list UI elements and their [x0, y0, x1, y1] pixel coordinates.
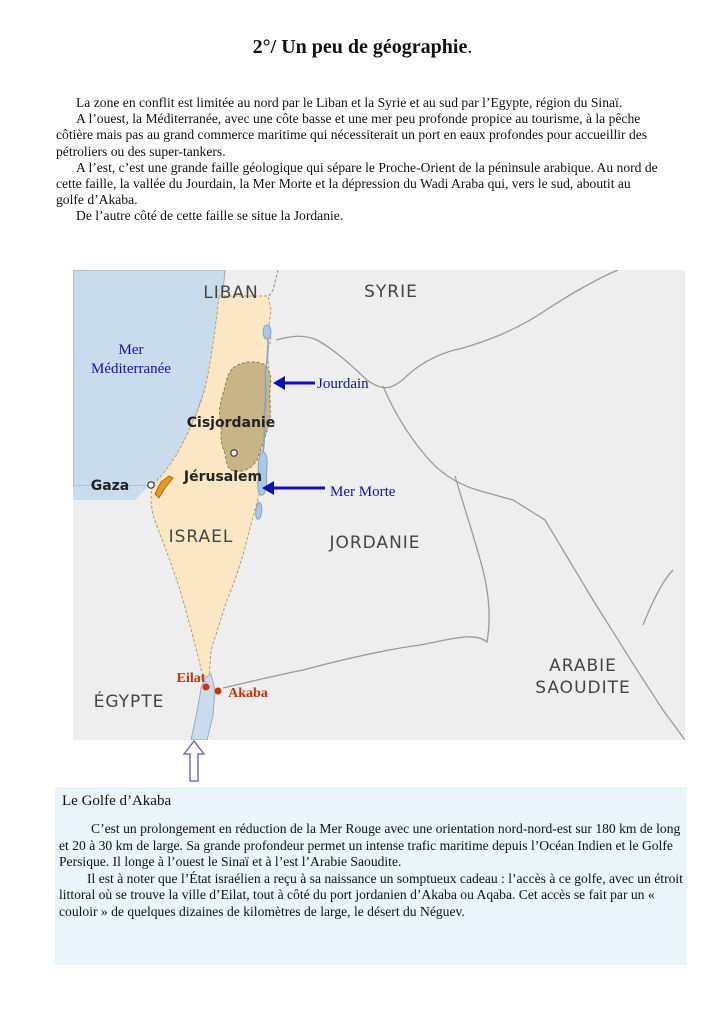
label-jordanie: JORDANIE — [329, 533, 421, 553]
akaba-info-box — [55, 787, 687, 965]
label-liban: LIBAN — [203, 283, 259, 303]
title-text: 2°/ Un peu de géographie — [252, 36, 468, 58]
intro-paragraph-3: A l’est, c’est une grande faille géologique qui sépare le Proche-Orient de la péninsule arabique. Au nord de cette faille, la vallée du Jourdain, la Mer Morte et la dépression du Wadi Araba qui, vers le sud, aboutit au golfe d’Akaba. — [56, 159, 658, 208]
up-arrow-icon — [183, 740, 205, 782]
box-body — [59, 821, 689, 920]
page-title — [0, 36, 725, 59]
jerusalem-marker — [231, 450, 237, 456]
label-arabie: ARABIE — [549, 656, 617, 676]
intro-paragraph-2: A l’ouest, la Méditerranée, avec une côte basse et une mer peu profonde propice au tourisme, à la pêche côtière mais pas au grand commerce maritime qui nécessiterait un port en eaux profondes pour accueillir des pétroliers ou des super-tankers. — [56, 111, 648, 159]
intro-paragraph-1: La zone en conflit est limitée au nord par le Liban et la Syrie et au sud par l’Egypte, région du Sinaï. — [76, 95, 623, 110]
intro-text — [56, 95, 662, 225]
box-title: Le Golfe d’Akaba — [62, 793, 172, 809]
gulf-pointer-arrow — [183, 740, 205, 786]
label-syrie: SYRIE — [364, 282, 418, 302]
map-svg — [73, 270, 685, 740]
title-period: . — [467, 36, 473, 58]
akaba-marker — [215, 688, 222, 695]
box-paragraph-2: Il est à noter que l’État israélien a reçu à sa naissance un somptueux cadeau : l’accès à ce golfe, avec un étroit littoral où se trouve la ville d’Eilat, tout à côté du port jordanien d’Akaba ou Aqaba. Cet accès se fait par un « couloir » de quelques dizaines de kilomètres de large, le désert du Néguev. — [59, 870, 683, 919]
label-gaza: Gaza — [90, 478, 130, 494]
label-saoudite: SAOUDITE — [535, 678, 631, 698]
intro-paragraph-4: De l’autre côté de cette faille se situe la Jordanie. — [76, 208, 344, 224]
label-israel: ISRAEL — [168, 527, 234, 547]
label-mer: Mer — [118, 342, 144, 358]
label-egypte: ÉGYPTE — [93, 692, 165, 712]
lake-tiberias — [263, 325, 271, 339]
map — [73, 270, 685, 740]
label-jerusalem: Jérusalem — [183, 469, 263, 485]
gaza-marker — [148, 482, 154, 488]
label-jourdain: Jourdain — [317, 376, 369, 392]
label-mediterranee: Méditerranée — [91, 361, 171, 377]
label-akaba: Akaba — [228, 686, 268, 701]
label-eilat: Eilat — [176, 671, 206, 686]
label-mer-morte: Mer Morte — [330, 484, 396, 500]
label-cisjordanie: Cisjordanie — [186, 415, 276, 431]
box-paragraph-1: C’est un prolongement en réduction de la Mer Rouge avec une orientation nord-nord-est sur 180 km de long et 20 à 30 km de large. Sa grande profondeur permet un intense trafic maritime depuis l’Océan Indien et le Golfe Persique. Il longe à l’ouest le Sinaï et à l’est l’Arabie Saoudite. — [59, 821, 681, 869]
